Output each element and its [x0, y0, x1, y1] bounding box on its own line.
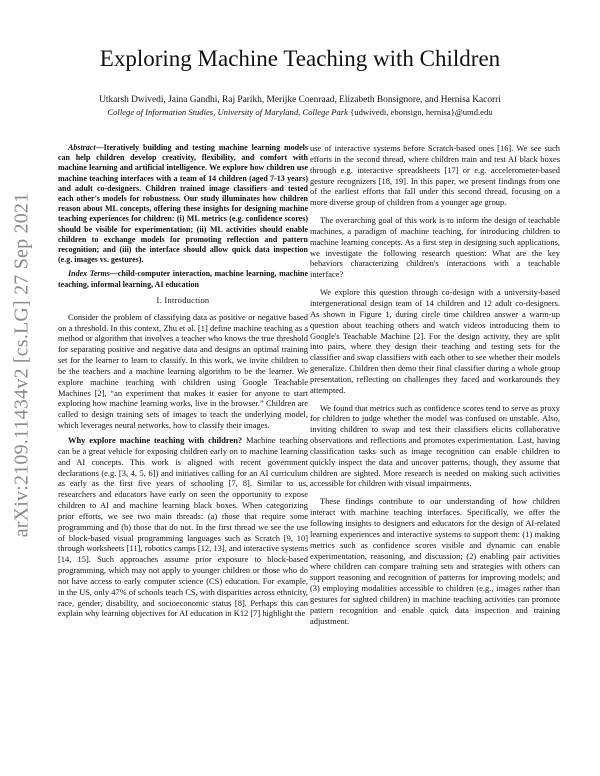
why-lead-in: Why explore machine teaching with children?: [68, 434, 243, 445]
right-paragraph-1: use of interactive systems before Scratch-based ones [16]. We see such efforts in the second thread, where children train and test AI black boxes through e.g. interactive spreadsheets [17] or e.g. accelerometer-based gesture recognizers [18, 19]. In this paper, we present findings from one of the earliest efforts that fall under this second thread, focusing on a more diverse group of children from a younger age group.: [310, 143, 560, 208]
right-paragraph-3: We explore this question through co-design with a university-based intergenerational design team of 14 children and 12 adult co-designers. As shown in Figure 1, during circle time children answer a warm-up question about teaching others and watch videos introducing them to Google's Teachable Machine [2]. For the design activity, they are split into pairs, where they design their teaching and testing sets for the classifier and swap classifiers with each other to see whether their models generalize. Children then demo their final classifier during a whole group presentation, reflecting on challenges they faced and workarounds they attempted.: [310, 287, 560, 395]
author-list: Utkarsh Dwivedi, Jaina Gandhi, Raj Parikh, Merijke Coenraad, Elizabeth Bonsignore, and Hernisa Kacorri: [99, 95, 501, 105]
index-terms-text: —child-computer interaction, machine learning, machine teaching, informal learning, AI education: [58, 269, 308, 289]
abstract-label: Abstract: [68, 143, 96, 152]
affiliation-name: College of Information Studies, University of Maryland, College Park: [107, 107, 348, 117]
affiliation: [40, 106, 560, 118]
author-emails: {udwivedi, ebonsign, hernisa}@umd.edu: [350, 107, 493, 117]
intro-paragraph-2-text: Machine teaching can be a great vehicle for exposing children early on to machine learning and AI concepts. This work is aligned with recent government declarations (e.g. [3, 4, 5, 6]) and initiatives calling for an AI curriculum as early as the first five years of schooling [7, 8]. Similar to us, researchers and educators have early on seen the opportunity to expose children to AI and machine learning black boxes. When categorizing prior efforts, we see two main threads: (a) those that require some programming and (b) those that do not. In the first thread we see the use of block-based visual programming languages such as Scratch [9, 10] through worksheets [11], robotics camps [12, 13], and interactive systems [14, 15]. Such approaches assume prior exposure to block-based programming, which may not apply to younger children or those who do not have access to early computer science (CS) education. For example, in the US, only 47% of schools teach CS, with disparities across ethnicity, race, gender, disability, and socioeconomic status [8]. Perhaps this can explain why learning objectives for AI education in K12 [7] highlight the: [58, 434, 308, 619]
right-paragraph-2: The overarching goal of this work is to inform the design of teachable machines, a paradigm of machine teaching, for introducing children to machine learning concepts. As a first step in designing such applications, we investigate the following research question: What are the key behaviors characterizing children's interactions with a teachable interface?: [310, 215, 560, 280]
intro-paragraph-1: Consider the problem of classifying data as positive or negative based on a threshold. In this context, Zhu et al. [1] define machine teaching as a method or algorithm that involves a teacher who knows the true threshold for separating positive and negative data and designs an optimal training set for the learner to learn to classify. In this work, we invite children to be the teachers and a machine learning algorithm to be the learner. We explore machine teaching with children using Google Teachable Machines [2], “an experiment that makes it easier for anyone to start exploring how machine learning works, live in the browser.” Children are called to design training sets of images to teach the underlying model, which leverages neural networks, how to classify their images.: [58, 311, 308, 431]
right-paragraph-4: We found that metrics such as confidence scores tend to serve as proxy for children to judge whether the model was confused on unstable. Also, inviting children to swap and test their classifiers elicits collaborative observations and reflections and promotes experimentation. Last, having classification tasks such as image recognition can enable children to quickly inspect the data and uncover patterns, though, they assume that children are sighted. More research is needed on making such activities accessible for children with visual impairments.: [310, 402, 560, 489]
index-terms: [58, 269, 308, 289]
paper-title: Exploring Machine Teaching with Children: [99, 46, 501, 71]
abstract: [58, 143, 308, 265]
arxiv-identifier: [8, 130, 36, 600]
left-column: [58, 143, 308, 623]
arxiv-identifier-text: arXiv:2109.11434v2 [cs.LG] 27 Sep 2021: [10, 192, 33, 538]
right-paragraph-5: These findings contribute to our understanding of how children interact with machine teaching interfaces. Specifically, we offer the following insights to designers and educators for the design of AI-related learning experiences and interactive systems to support them: (1) making metrics such as confidence scores visible and dynamic can enable experimentation, reasoning, and discussion; (2) enabling pair activities where children can compare training sets and strategies with others can support reasoning and recognition of patterns for improving models; and (3) employing modalities accessible to children (e.g., images rather than gestures for sighted children) in machine teaching activities can promote pattern recognition and enable quick data inspection and training adjustment.: [310, 496, 560, 626]
intro-paragraph-2: [58, 435, 308, 619]
index-terms-label: Index Terms: [68, 269, 110, 279]
abstract-text: —Iteratively building and testing machine learning models can help children develop creativity, flexibility, and comfort with machine learning and artificial intelligence. We explore how children use machine teaching interfaces with a team of 14 children (aged 7-13 years) and adult co-designers. Children trained image classifiers and tested each other's models for robustness. Our study illuminates how children reason about ML concepts, offering these insights for designing machine teaching experiences for children: (i) ML metrics (e.g. confidence scores) should be visible for experimentation; (ii) ML activities should enable children to exchange models for promoting reflection and pattern recognition; and (iii) the interface should allow quick data inspection (e.g. images vs. gestures).: [58, 143, 308, 265]
section-heading-introduction: I. Introduction: [156, 295, 210, 305]
right-column: [310, 143, 560, 630]
